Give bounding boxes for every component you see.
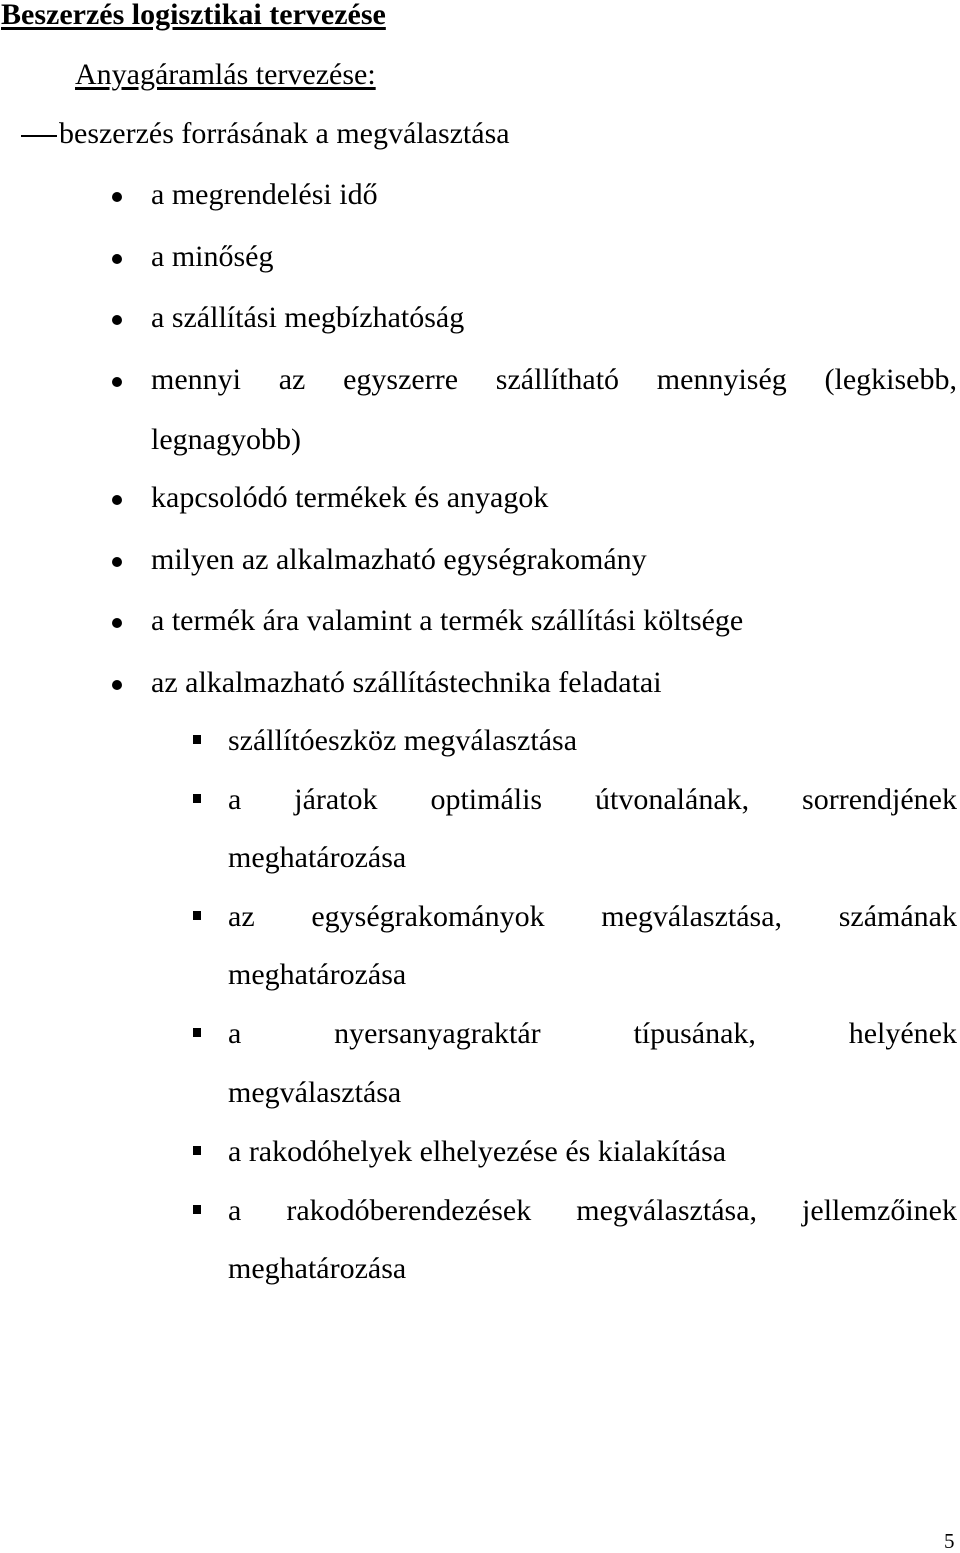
- subitem-vehicle: szállítóeszköz megválasztása: [228, 724, 578, 757]
- subitem-routes-cont: meghatározása: [228, 841, 407, 874]
- page-number: 5: [944, 1529, 955, 1553]
- word: típusának,: [633, 1017, 756, 1050]
- word: megválasztása,: [576, 1194, 758, 1227]
- subitem-loading-equipment: [228, 1194, 957, 1228]
- word: számának: [838, 900, 957, 933]
- bullet-icon: [112, 495, 122, 505]
- word: nyersanyagraktár: [334, 1017, 541, 1050]
- page-title: Beszerzés logisztikai tervezése: [1, 0, 386, 31]
- word: sorrendjének: [802, 783, 957, 816]
- subitem-unit-loads: [228, 900, 957, 934]
- subitem-loading-equipment-cont: meghatározása: [228, 1252, 407, 1285]
- bullet-item-quantity: [151, 363, 957, 397]
- section-subtitle: Anyagáramlás tervezése:: [75, 58, 376, 91]
- subitem-routes: [228, 783, 957, 817]
- subitem-unit-loads-cont: meghatározása: [228, 958, 407, 991]
- bullet-item-transport-tech: az alkalmazható szállítástechnika feladatai: [151, 666, 662, 699]
- word: helyének: [848, 1017, 957, 1050]
- subitem-warehouse-cont: megválasztása: [228, 1076, 402, 1109]
- bullet-icon: [112, 557, 122, 567]
- bullet-item-price: a termék ára valamint a termék szállítási költsége: [151, 604, 744, 637]
- bullet-icon: [112, 618, 122, 628]
- word: megválasztása,: [601, 900, 783, 933]
- bullet-item-unit-load: milyen az alkalmazható egységrakomány: [151, 543, 647, 576]
- word: mennyiség: [656, 363, 787, 396]
- subitem-warehouse: [228, 1017, 957, 1051]
- word: optimális: [430, 783, 543, 816]
- word: az: [228, 900, 255, 933]
- dash-marker: [21, 135, 57, 137]
- bullet-item-related-products: kapcsolódó termékek és anyagok: [151, 481, 549, 514]
- word: járatok: [294, 783, 378, 816]
- square-bullet-icon: [193, 1205, 201, 1214]
- word: (legkisebb,: [824, 363, 957, 396]
- word: egységrakományok: [311, 900, 545, 933]
- bullet-icon: [112, 254, 122, 264]
- bullet-item-reliability: a szállítási megbízhatóság: [151, 301, 465, 334]
- square-bullet-icon: [193, 911, 201, 920]
- square-bullet-icon: [193, 794, 201, 803]
- word: egyszerre: [343, 363, 459, 396]
- square-bullet-icon: [193, 1146, 201, 1155]
- square-bullet-icon: [193, 1028, 201, 1037]
- word: a: [228, 783, 242, 816]
- bullet-icon: [112, 192, 122, 202]
- subitem-loading-places: a rakodóhelyek elhelyezése és kialakítása: [228, 1135, 727, 1168]
- bullet-item-quality: a minőség: [151, 240, 274, 273]
- bullet-icon: [112, 680, 122, 690]
- word: az: [278, 363, 306, 396]
- square-bullet-icon: [193, 735, 201, 744]
- bullet-item-order-time: a megrendelési idő: [151, 178, 378, 211]
- word: jellemzőinek: [802, 1194, 957, 1227]
- main-list-item: beszerzés forrásának a megválasztása: [59, 117, 510, 150]
- word: mennyi: [151, 363, 241, 396]
- word: a: [228, 1194, 242, 1227]
- word: rakodóberendezések: [286, 1194, 532, 1227]
- word: szállítható: [495, 363, 620, 396]
- bullet-icon: [112, 377, 122, 387]
- bullet-icon: [112, 315, 122, 325]
- word: a: [228, 1017, 242, 1050]
- bullet-item-quantity-cont: legnagyobb): [151, 423, 301, 456]
- word: útvonalának,: [595, 783, 750, 816]
